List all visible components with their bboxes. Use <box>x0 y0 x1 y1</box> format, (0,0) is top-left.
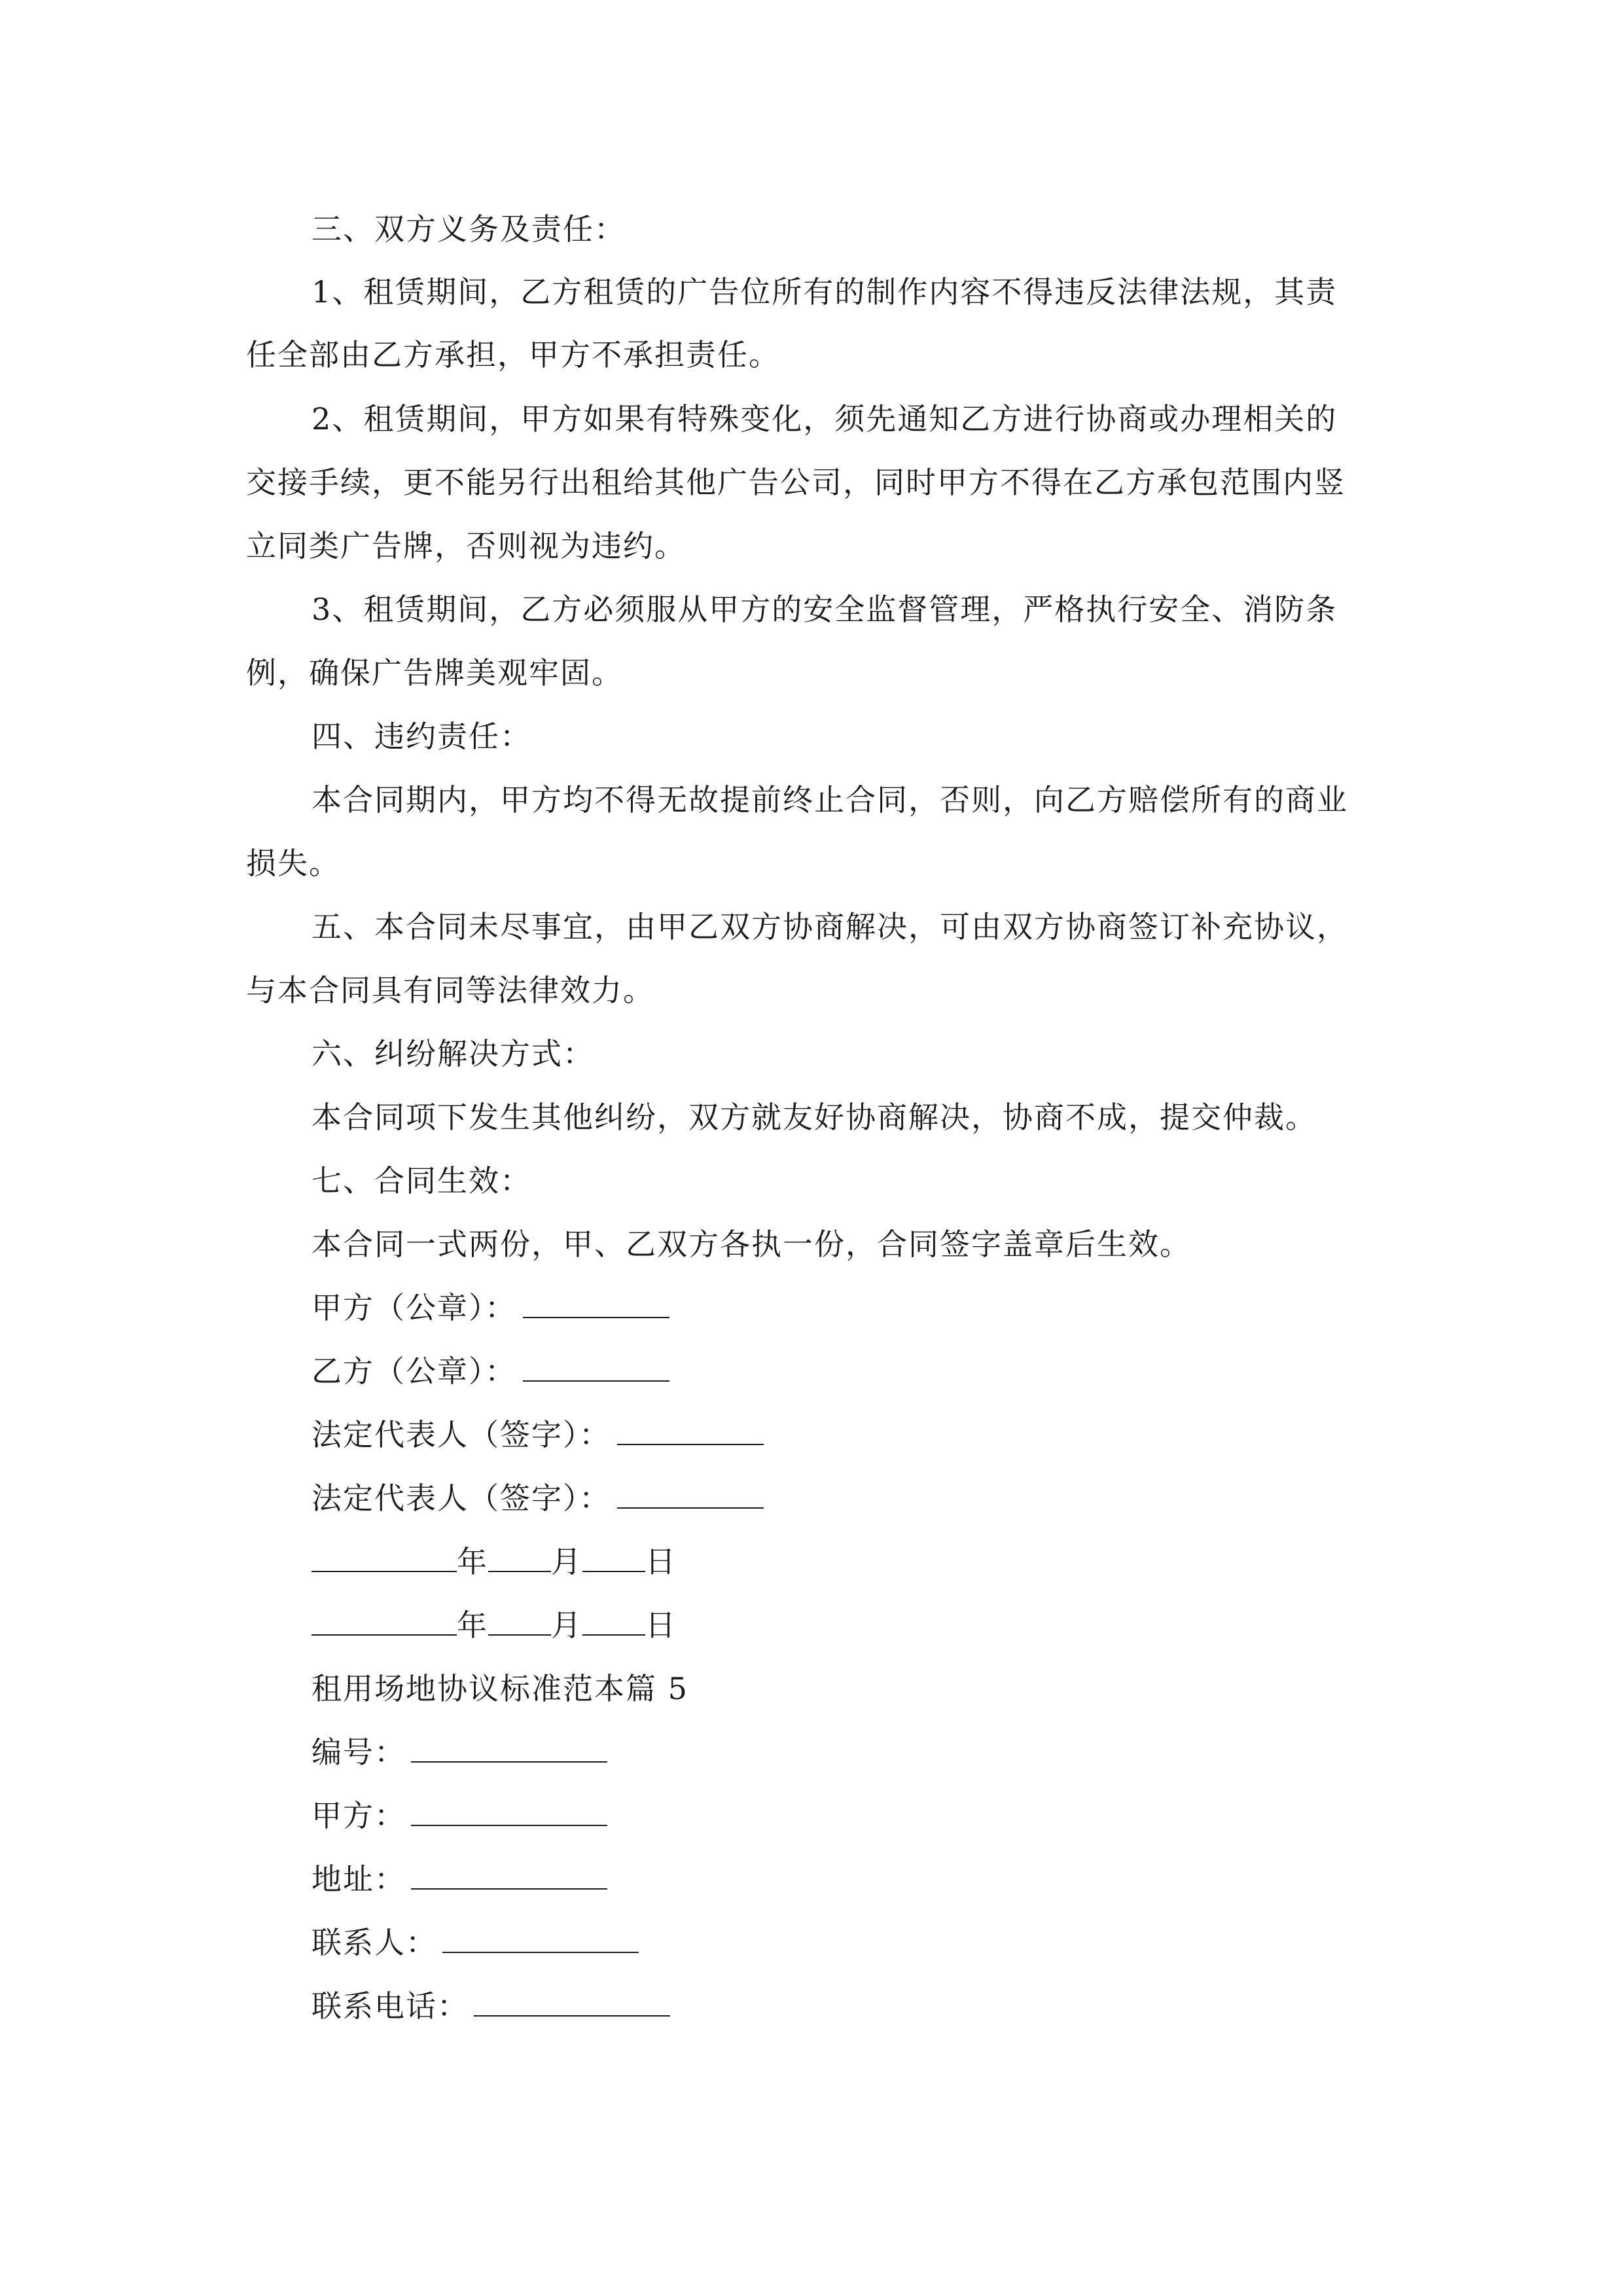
address-row <box>312 1859 607 1899</box>
date-2-day-blank[interactable] <box>582 1608 645 1636</box>
date-2-year-label: 年 <box>457 1607 488 1643</box>
legal-rep-1-row <box>312 1415 764 1454</box>
contact-blank[interactable] <box>442 1926 639 1953</box>
section-3-item-1-line-2: 任全部由乙方承担，甲方不承担责任。 <box>246 337 780 372</box>
section-3-item-2-line-2: 交接手续，更不能另行出租给其他广告公司，同时甲方不得在乙方承包范围内竖 <box>246 465 1346 500</box>
phone-blank[interactable] <box>474 1989 670 2017</box>
section-3-item-2-line-1: 2、租赁期间，甲方如果有特殊变化，须先通知乙方进行协商或办理相关的 <box>312 401 1338 437</box>
section-6-heading: 六、纠纷解决方式： <box>312 1036 594 1071</box>
phone-row <box>312 1986 670 2026</box>
section-5-line-1: 五、本合同未尽事宜，由甲乙双方协商解决，可由双方协商签订补充协议， <box>312 909 1348 944</box>
number-row <box>312 1732 607 1772</box>
contact-label: 联系人： <box>312 1925 437 1960</box>
legal-rep-1-label: 法定代表人（签字）： <box>312 1417 611 1452</box>
date-1-year-blank[interactable] <box>312 1545 457 1572</box>
party-a-seal-blank[interactable] <box>523 1291 669 1318</box>
number-blank[interactable] <box>411 1735 607 1763</box>
number-label: 编号： <box>312 1734 406 1770</box>
date-1-day-label: 日 <box>645 1544 677 1579</box>
party-b-seal-row <box>312 1352 669 1391</box>
section-6-body: 本合同项下发生其他纠纷，双方就友好协商解决，协商不成，提交仲裁。 <box>312 1100 1317 1135</box>
date-1-year-label: 年 <box>457 1544 488 1579</box>
contact-row <box>312 1923 639 1962</box>
phone-label: 联系电话： <box>312 1988 469 2024</box>
section-4-body-line-1: 本合同期内，甲方均不得无故提前终止合同，否则，向乙方赔偿所有的商业 <box>312 782 1348 817</box>
party-a-seal-row <box>312 1288 669 1327</box>
party-a-blank[interactable] <box>411 1799 607 1826</box>
address-label: 地址： <box>312 1861 406 1897</box>
date-row-2 <box>312 1605 677 1645</box>
party-a-seal-label: 甲方（公章）： <box>312 1290 516 1325</box>
date-1-month-blank[interactable] <box>488 1545 551 1572</box>
section-3-item-1-line-1: 1、租赁期间，乙方租赁的广告位所有的制作内容不得违反法律法规，其责 <box>312 274 1338 310</box>
date-1-month-label: 月 <box>551 1544 582 1579</box>
party-a-label: 甲方： <box>312 1798 406 1833</box>
section-3-item-2-line-3: 立同类广告牌，否则视为违约。 <box>246 528 686 564</box>
date-2-day-label: 日 <box>645 1607 677 1643</box>
date-1-day-blank[interactable] <box>582 1545 645 1572</box>
date-2-month-blank[interactable] <box>488 1608 551 1636</box>
section-3-item-3-line-2: 例，确保广告牌美观牢固。 <box>246 655 623 691</box>
legal-rep-2-label: 法定代表人（签字）： <box>312 1480 611 1516</box>
section-7-heading: 七、合同生效： <box>312 1163 531 1198</box>
section-4-body-line-2: 损失。 <box>246 846 340 881</box>
legal-rep-2-row <box>312 1479 764 1518</box>
date-2-month-label: 月 <box>551 1607 582 1643</box>
section-7-body: 本合同一式两份，甲、乙双方各执一份，合同签字盖章后生效。 <box>312 1227 1191 1262</box>
date-2-year-blank[interactable] <box>312 1608 457 1636</box>
address-blank[interactable] <box>411 1862 607 1890</box>
party-b-seal-blank[interactable] <box>523 1354 669 1382</box>
date-row-1 <box>312 1542 677 1581</box>
legal-rep-2-blank[interactable] <box>617 1481 764 1509</box>
party-a-row <box>312 1796 607 1835</box>
section-3-item-3-line-1: 3、租赁期间，乙方必须服从甲方的安全监督管理，严格执行安全、消防条 <box>312 592 1338 627</box>
next-doc-title: 租用场地协议标准范本篇 5 <box>312 1671 688 1706</box>
section-4-heading: 四、违约责任： <box>312 719 531 754</box>
section-3-heading: 三、双方义务及责任： <box>312 211 626 247</box>
party-b-seal-label: 乙方（公章）： <box>312 1354 516 1389</box>
section-5-line-2: 与本合同具有同等法律效力。 <box>246 973 654 1008</box>
legal-rep-1-blank[interactable] <box>617 1418 764 1445</box>
